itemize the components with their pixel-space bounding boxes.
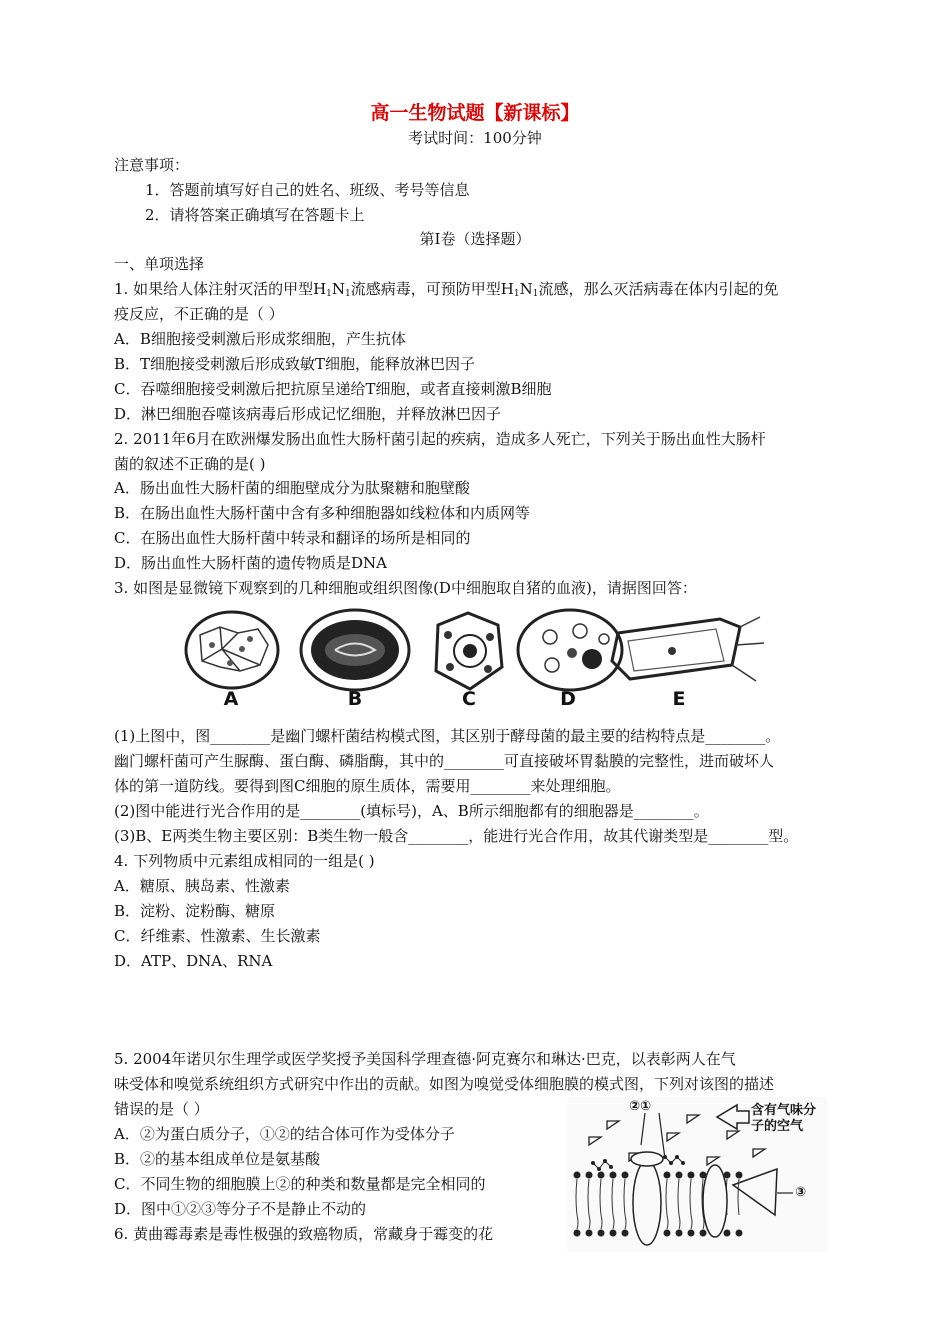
q2-option-a: A．肠出血性大肠杆菌的细胞壁成分为肽聚糖和胞壁酸 [114,479,470,497]
q2-option-c: C．在肠出血性大肠杆菌中转录和翻译的场所是相同的 [114,529,471,547]
figure-label-e: E [672,688,686,710]
cell-figure-c [436,613,502,689]
note-item: 1．答题前填写好自己的姓名、班级、考号等信息 [145,181,470,199]
q1-option-d: D．淋巴细胞吞噬该病毒后形成记忆细胞，并释放淋巴因子 [114,405,502,423]
cell-figure-a [186,612,278,688]
membrane-figure [567,1097,827,1252]
figure-label-c: C [462,688,476,710]
q5-stem-line: 5. 2004年诺贝尔生理学或医学奖授予美国科学理查德·阿克赛尔和琳达·巴克，以表彰两人在气 [114,1050,736,1068]
exam-time: 考试时间：100分钟 [408,129,542,147]
q6-stem-line: 6. 黄曲霉毒素是毒性极强的致癌物质，常藏身于霉变的花 [114,1225,494,1243]
figure-label-a: A [223,688,239,710]
q2-option-b: B．在肠出血性大肠杆菌中含有多种细胞器如线粒体和内质网等 [114,504,531,522]
note-item: 2．请将答案正确填写在答题卡上 [145,206,365,224]
membrane-label-air-2: 子的空气 [751,1119,804,1134]
notes-heading: 注意事项： [114,156,190,174]
q4-option-a: A．糖原、胰岛素、性激素 [114,877,290,895]
q2-stem-line: 2. 2011年6月在欧洲爆发肠出血性大肠杆菌引起的疾病，造成多人死亡，下列关于肠出血性大肠杆 [114,430,766,448]
cell-figure-d [518,610,622,690]
membrane-label-1-2: ②① [629,1099,652,1114]
q2-option-d: D．肠出血性大肠杆菌的遗传物质是DNA [114,554,388,572]
cell-figure-e [612,617,764,681]
q3-part-line: (2)图中能进行光合作用的是________(填标号)，A、B所示细胞都有的细胞器是________。 [114,802,709,820]
q3-stem-line: 3. 如图是显微镜下观察到的几种细胞或组织图像(D中细胞取自猪的血液)，请据图回答： [114,579,697,597]
section-title: 一、单项选择 [114,255,205,273]
q1-option-b: B．T细胞接受刺激后形成致敏T细胞，能释放淋巴因子 [114,355,476,373]
q1-stem-line: 疫反应，不正确的是（ ） [114,305,284,323]
q4-stem-line: 4. 下列物质中元素组成相同的一组是( ) [114,852,375,870]
cell-figure-b [301,610,409,690]
q3-part-line: 体的第一道防线。要得到图C细胞的原生质体，需要用________来处理细胞。 [114,777,621,795]
q5-option-a: A．②为蛋白质分子，①②的结合体可作为受体分子 [114,1125,455,1143]
q3-part-line: (3)B、E两类生物主要区别：B类生物一般含________，能进行光合作用，故其代谢类型是________型。 [114,827,799,845]
figure-label-b: B [347,688,363,710]
page-title: 高一生物试题【新课标】 [370,102,580,124]
q4-option-c: C．纤维素、性激素、生长激素 [114,927,321,945]
q5-option-b: B．②的基本组成单位是氨基酸 [114,1150,321,1168]
q5-option-c: C．不同生物的细胞膜上②的种类和数量都是完全相同的 [114,1175,486,1193]
q5-stem-line: 错误的是（ ） [114,1100,209,1118]
q1-option-c: C．吞噬细胞接受刺激后把抗原呈递给T细胞，或者直接刺激B细胞 [114,380,552,398]
q1-stem-line: 1. 如果给人体注射灭活的甲型$H_1N_1$流感病毒，可预防甲型$H_1N_1$流感，那么灭活病毒在体内引起的免 [114,280,779,299]
q3-part-line: 幽门螺杆菌可产生脲酶、蛋白酶、磷脂酶，其中的________可直接破坏胃黏膜的完整性，进而破坏人 [114,752,775,770]
q3-part-line: (1)上图中，图________是幽门螺杆菌结构模式图，其区别于酵母菌的最主要的结构特点是________。 [114,727,781,745]
q4-option-d: D．ATP、DNA、RNA [114,952,273,970]
membrane-label-air-1: 含有气味分 [751,1103,817,1118]
membrane-label-3: ③ [795,1185,807,1200]
q1-option-a: A．B细胞接受刺激后形成浆细胞，产生抗体 [114,330,406,348]
q4-option-b: B．淀粉、淀粉酶、糖原 [114,902,276,920]
figure-label-d: D [560,688,576,710]
volume-title: 第I卷（选择题） [419,230,531,248]
q5-option-d: D．图中①②③等分子不是静止不动的 [114,1200,367,1218]
q5-stem-line: 味受体和嗅觉系统组织方式研究中作出的贡献。如图为嗅觉受体细胞膜的模式图，下列对该图的描述 [114,1075,775,1093]
q2-stem-line: 菌的叙述不正确的是( ) [114,455,266,473]
